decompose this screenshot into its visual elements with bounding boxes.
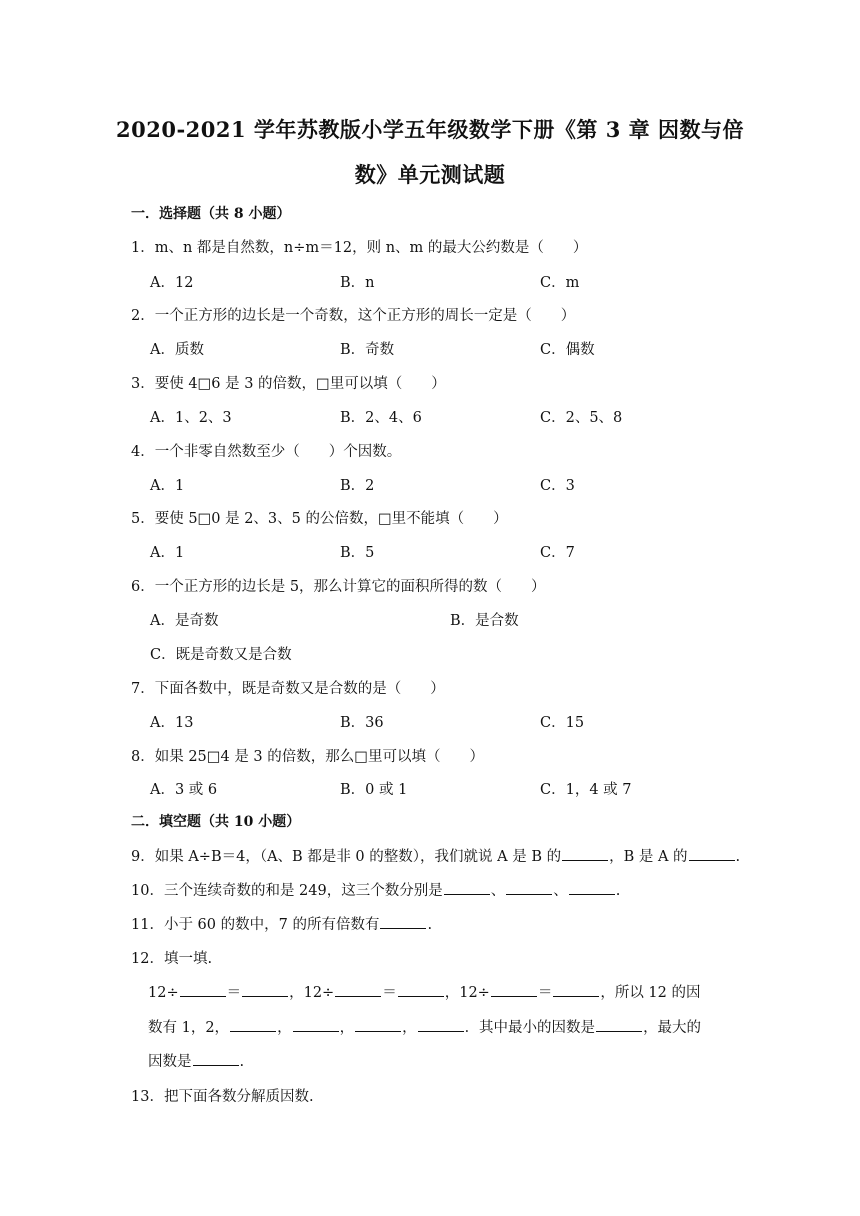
question-12-line-2 xyxy=(148,1016,701,1037)
question-10 xyxy=(131,879,620,900)
period: . xyxy=(427,917,433,933)
option-a: A．1 xyxy=(150,478,185,494)
equals-sign: ＝ xyxy=(537,985,553,1001)
comma: ， xyxy=(339,1020,355,1036)
separator: 、 xyxy=(490,883,506,899)
question-11-text: 11．小于 60 的数中，7 的所有倍数有 xyxy=(131,917,380,933)
equals-sign: ＝ xyxy=(226,985,242,1001)
question-9 xyxy=(131,845,740,866)
question-12-text: ．其中最小的因数是 xyxy=(464,1020,596,1036)
option-a: A．12 xyxy=(150,275,194,291)
comma: ， xyxy=(289,985,304,1001)
option-b: B．2、4、6 xyxy=(340,410,422,426)
question-12-text: 因数是 xyxy=(148,1054,192,1070)
option-c: C．7 xyxy=(540,545,575,561)
question-8-options xyxy=(150,778,750,800)
answer-blank[interactable] xyxy=(569,880,615,895)
document-title-line2: 数》单元测试题 xyxy=(354,162,506,187)
question-6-stem: 6．一个正方形的边长是 5，那么计算它的面积所得的数（ ） xyxy=(131,579,546,595)
question-2-options xyxy=(150,338,750,360)
option-b: B．n xyxy=(340,275,375,291)
answer-blank[interactable] xyxy=(444,880,490,895)
answer-blank[interactable] xyxy=(596,1017,642,1032)
question-12-stem: 12．填一填. xyxy=(131,951,213,967)
section-heading-fill: 二．填空题（共 10 小题） xyxy=(131,814,301,830)
question-3-options xyxy=(150,406,750,428)
option-a: A．质数 xyxy=(150,342,204,358)
question-5-options xyxy=(150,541,750,563)
question-10-text: 10．三个连续奇数的和是 249，这三个数分别是 xyxy=(131,883,443,899)
option-b: B．0 或 1 xyxy=(340,782,408,798)
comma: ， xyxy=(444,985,460,1001)
answer-blank[interactable] xyxy=(562,846,608,861)
answer-blank[interactable] xyxy=(506,880,552,895)
option-c: C．既是奇数又是合数 xyxy=(150,647,292,663)
document-title-line1: 2020-2021 学年苏教版小学五年级数学下册《第 3 章 因数与倍 xyxy=(116,117,744,142)
question-9-text-3: . xyxy=(735,849,741,865)
option-b: B．是合数 xyxy=(450,613,519,629)
answer-blank[interactable] xyxy=(380,914,426,929)
answer-blank[interactable] xyxy=(193,1051,239,1066)
answer-blank[interactable] xyxy=(418,1017,464,1032)
question-2-stem: 2．一个正方形的边长是一个奇数，这个正方形的周长一定是（ ） xyxy=(131,308,576,324)
answer-blank[interactable] xyxy=(355,1017,401,1032)
answer-blank[interactable] xyxy=(398,982,444,997)
division-text: 12÷ xyxy=(148,985,179,1001)
answer-blank[interactable] xyxy=(335,982,381,997)
option-c: C．偶数 xyxy=(540,342,595,358)
answer-blank[interactable] xyxy=(491,982,537,997)
question-12-text: ，最大的 xyxy=(643,1020,702,1036)
option-b: B．5 xyxy=(340,545,375,561)
answer-blank[interactable] xyxy=(230,1017,276,1032)
question-5-stem: 5．要使 5□0 是 2、3、5 的公倍数，□里不能填（ ） xyxy=(131,511,508,527)
answer-blank[interactable] xyxy=(180,982,226,997)
question-3-stem: 3．要使 4□6 是 3 的倍数，□里可以填（ ） xyxy=(131,376,446,392)
option-b: B．奇数 xyxy=(340,342,395,358)
question-11 xyxy=(131,913,432,934)
question-12-text: 数有 1，2， xyxy=(148,1020,230,1036)
question-7-stem: 7．下面各数中，既是奇数又是合数的是（ ） xyxy=(131,681,445,697)
option-b: B．36 xyxy=(340,715,384,731)
question-4-stem: 4．一个非零自然数至少（ ）个因数。 xyxy=(131,444,402,460)
division-text: 12÷ xyxy=(459,985,490,1001)
option-c: C．1，4 或 7 xyxy=(540,782,632,798)
comma: ， xyxy=(277,1020,292,1036)
question-13-stem: 13．把下面各数分解质因数. xyxy=(131,1089,314,1105)
period: . xyxy=(239,1054,245,1070)
division-text: 12÷ xyxy=(303,985,335,1001)
question-6-options-row1 xyxy=(150,609,750,631)
option-a: A．是奇数 xyxy=(150,613,219,629)
answer-blank[interactable] xyxy=(553,982,599,997)
question-6-options-row2 xyxy=(150,643,750,665)
option-b: B．2 xyxy=(340,478,375,494)
answer-blank[interactable] xyxy=(293,1017,339,1032)
answer-blank[interactable] xyxy=(689,846,735,861)
question-12-line-3 xyxy=(148,1050,244,1071)
section-heading-choice: 一．选择题（共 8 小题） xyxy=(131,206,291,222)
option-c: C．15 xyxy=(540,715,585,731)
question-4-options xyxy=(150,474,750,496)
question-12-conclusion: ，所以 12 的因 xyxy=(600,985,701,1001)
option-c: C．2、5、8 xyxy=(540,410,623,426)
question-9-text-1: 9．如果 A÷B＝4，（A、B 都是非 0 的整数），我们就说 A 是 B 的 xyxy=(131,849,562,865)
option-a: A．13 xyxy=(150,715,194,731)
question-1-stem: 1．m、n 都是自然数，n÷m＝12，则 n、m 的最大公约数是（ ） xyxy=(131,240,588,256)
question-1-options xyxy=(150,271,750,293)
option-a: A．1 xyxy=(150,545,185,561)
option-a: A．3 或 6 xyxy=(150,782,218,798)
question-9-text-2: ，B 是 A 的 xyxy=(609,849,688,865)
option-c: C．m xyxy=(540,275,580,291)
option-c: C．3 xyxy=(540,478,575,494)
period: . xyxy=(615,883,621,899)
question-12-line-1 xyxy=(148,981,701,1002)
separator: 、 xyxy=(553,883,568,899)
question-7-options xyxy=(150,711,750,733)
question-8-stem: 8．如果 25□4 是 3 的倍数，那么□里可以填（ ） xyxy=(131,749,484,765)
answer-blank[interactable] xyxy=(242,982,288,997)
option-a: A．1、2、3 xyxy=(150,410,232,426)
comma: ， xyxy=(402,1020,417,1036)
equals-sign: ＝ xyxy=(382,985,397,1001)
